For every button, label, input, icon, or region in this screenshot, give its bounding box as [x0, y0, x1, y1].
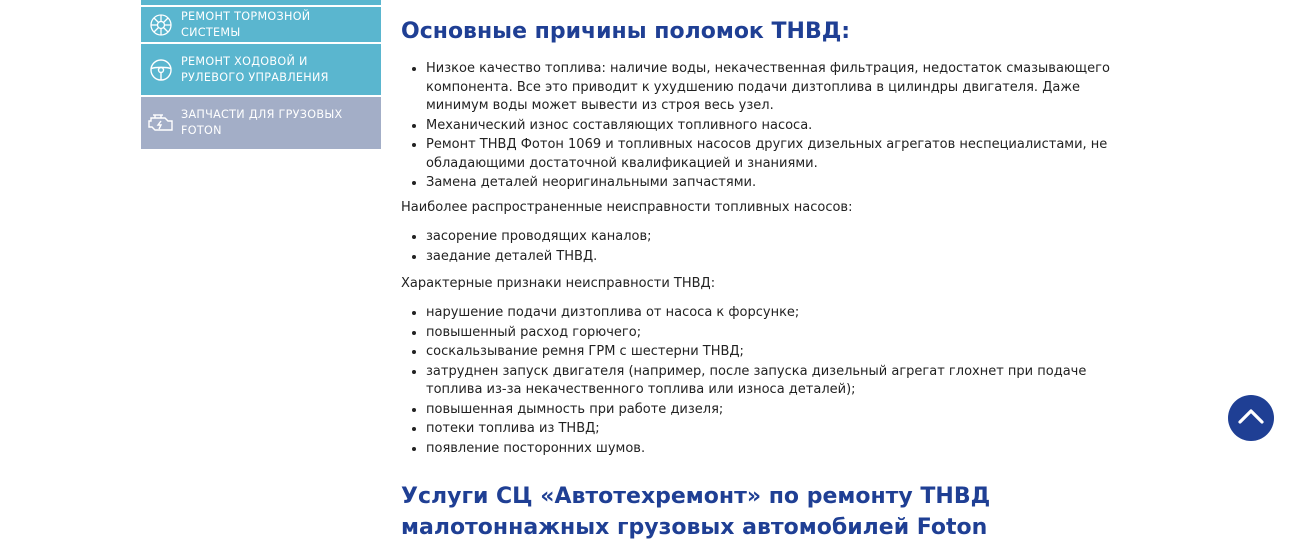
sidebar-menu	[141, 0, 381, 149]
sidebar-item-chassis-steering-repair[interactable]	[141, 42, 381, 95]
list-item: • заедание деталей ТНВД.	[426, 247, 1141, 267]
common-faults-intro: Наиболее распространенные неисправности топливных насосов:	[401, 200, 853, 215]
symptoms-intro: Характерные признаки неисправности ТНВД:	[401, 276, 716, 291]
list-item: • нарушение подачи дизтоплива от насоса к форсунке;	[426, 303, 1141, 323]
list-item: • Низкое качество топлива: наличие воды, некачественная фильтрация, недостаток смазывающего компонента. Все это приводит к ухудшению подачи дизтоплива в цилиндры двигателя. Даже минимум воды может вывести из строя весь узел.	[426, 59, 1141, 116]
list-item: • засорение проводящих каналов;	[426, 227, 1141, 247]
causes-list	[401, 59, 1141, 193]
list-item: • Механический износ составляющих топливного насоса.	[426, 116, 1141, 136]
sidebar-item-foton-parts[interactable]	[141, 95, 381, 149]
sidebar-item-label: РЕМОНТ ХОДОВОЙ И РУЛЕВОГО УПРАВЛЕНИЯ	[181, 54, 329, 84]
engine-icon	[141, 112, 181, 134]
common-faults-list	[401, 227, 1141, 266]
list-item: • потеки топлива из ТНВД;	[426, 419, 1141, 439]
chevron-up-icon	[1238, 408, 1264, 428]
symptoms-list	[401, 303, 1141, 458]
sidebar-item-label: ЗАПЧАСТИ ДЛЯ ГРУЗОВЫХ FOTON	[181, 108, 343, 137]
steering-wheel-icon	[141, 58, 181, 82]
brake-disc-icon	[141, 13, 181, 37]
sidebar-item-previous[interactable]	[141, 0, 381, 5]
sidebar-item-label: РЕМОНТ ТОРМОЗНОЙ СИСТЕМЫ	[181, 9, 311, 39]
scroll-to-top-button[interactable]	[1228, 395, 1274, 441]
list-item: • Ремонт ТНВД Фотон 1069 и топливных насосов других дизельных агрегатов неспециалистами, не обладающими достаточной квалификацией и знаниями.	[426, 135, 1141, 173]
list-item: • повышенный расход горючего;	[426, 323, 1141, 343]
sidebar-item-brake-repair[interactable]	[141, 5, 381, 42]
section-heading-services: Услуги СЦ «Автотехремонт» по ремонту ТНВД малотоннажных грузовых автомобилей Foton	[401, 484, 991, 540]
list-item: • повышенная дымность при работе дизеля;	[426, 400, 1141, 420]
list-item: • затруднен запуск двигателя (например, после запуска дизельный агрегат глохнет при подаче топлива из-за некачественного топлива или износа деталей);	[426, 362, 1141, 400]
list-item: • появление посторонних шумов.	[426, 439, 1141, 459]
list-item: • Замена деталей неоригинальными запчастями.	[426, 173, 1141, 193]
list-item: • соскальзывание ремня ГРМ с шестерни ТНВД;	[426, 342, 1141, 362]
section-heading-causes: Основные причины поломок ТНВД:	[401, 19, 851, 44]
